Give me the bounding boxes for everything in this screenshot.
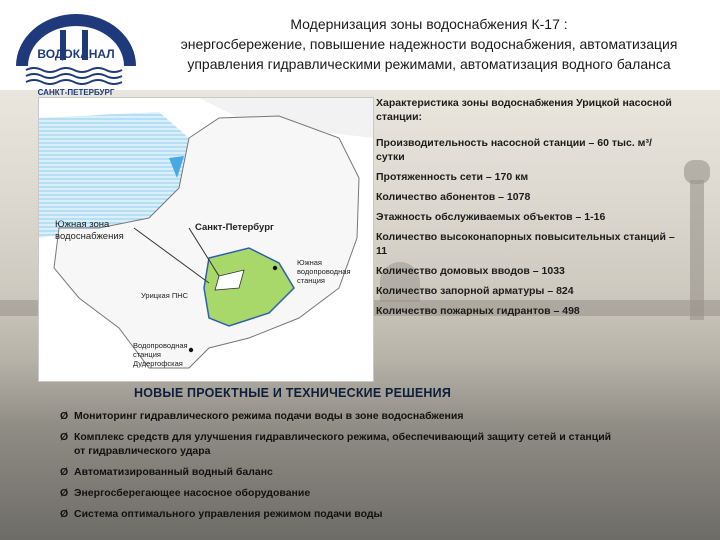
water-supply-map [38,97,374,382]
logo-brand-text: ВОДОКАНАЛ [37,47,115,61]
solution-item [60,465,620,479]
arrow-bullet-icon: Ø [60,487,69,499]
solutions-list [60,409,620,528]
solution-item [60,430,620,458]
solution-item [60,486,620,500]
page-title [140,14,718,74]
arrow-bullet-icon: Ø [60,466,69,478]
stat-item: Количество запорной арматуры – 824 [376,285,574,297]
title-line-2: энергосбережение, повышение надежности водоснабжения, автоматизация [180,36,678,52]
solution-item [60,409,620,423]
stat-item: Протяженность сети – 170 км [376,171,529,183]
arrow-bullet-icon: Ø [60,508,69,520]
stat-item: Этажность обслуживаемых объектов – 1-16 [376,211,606,223]
stat-item: Количество высоконапорных повысительных станций – 11 [376,231,675,257]
solution-text: Автоматизированный водный баланс [74,466,273,478]
south-station-label: Южная водопроводная станция [297,258,351,285]
stat-item: Количество пожарных гидрантов – 498 [376,305,580,317]
station-stats [376,96,676,324]
solution-text: Энергосберегающее насосное оборудование [74,487,311,499]
arrow-bullet-icon: Ø [60,431,69,443]
zone-label: Южная зона водоснабжения [55,219,124,242]
solutions-title: НОВЫЕ ПРОЕКТНЫЕ И ТЕХНИЧЕСКИЕ РЕШЕНИЯ [134,386,452,400]
title-line-3: управления гидравлическими режимами, автоматизация водного баланса [187,56,671,72]
solution-item [60,507,620,521]
solution-text: Система оптимального управления режимом подачи воды [74,508,383,520]
dudergof-station-label: Водопроводная станция Дудергофская [133,341,188,368]
solution-text: Комплекс средств для улучшения гидравлического режима, обеспечивающий защиту сетей и станций от гидравлического удара [74,431,612,457]
pump-station-label: Урицкая ПНС [141,291,189,300]
stat-item: Производительность насосной станции – 60 тыс. м³/сутки [376,137,652,163]
vodokanal-logo [6,8,146,98]
logo-city-text: САНКТ-ПЕТЕРБУРГ [37,88,115,97]
solution-text: Мониторинг гидравлического режима подачи воды в зоне водоснабжения [74,410,464,422]
title-line-1: Модернизация зоны водоснабжения К-17 : [290,16,568,32]
stats-header: Характеристика зоны водоснабжения Урицкой насосной станции: [376,97,672,123]
stat-item: Количество абонентов – 1078 [376,191,531,203]
arrow-bullet-icon: Ø [60,410,69,422]
stat-item: Количество домовых вводов – 1033 [376,265,565,277]
city-label: Санкт-Петербург [195,222,274,233]
